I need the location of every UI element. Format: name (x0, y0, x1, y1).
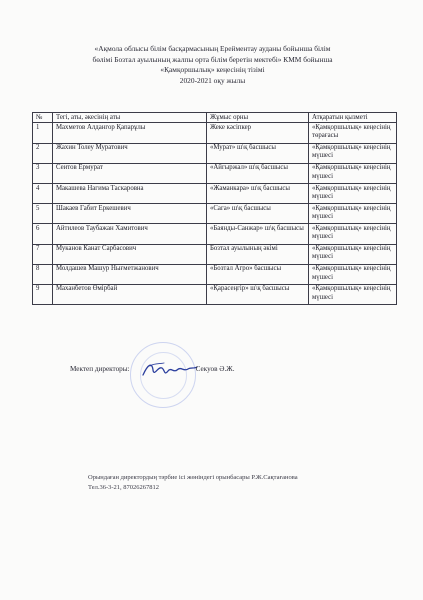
table-row (33, 244, 397, 264)
row-workplace: Бозтал ауылының әкімі (207, 244, 309, 264)
row-number: 5 (33, 204, 53, 224)
table-row (33, 143, 397, 163)
table-row (33, 224, 397, 244)
heading-line-1: «Ақмола облысы білім басқармасының Ерейментау ауданы бойынша білім (94, 44, 331, 53)
row-position: «Қамқоршылық» кеңесінің мүшесі (309, 163, 397, 183)
table-row (33, 264, 397, 284)
table-row (33, 204, 397, 224)
header-number: № (33, 113, 53, 123)
document-footer (88, 473, 298, 493)
row-position: «Қамқоршылық» кеңесінің мүшесі (309, 284, 397, 304)
row-position: «Қамқоршылық» кеңесінің мүшесі (309, 264, 397, 284)
row-number: 4 (33, 183, 53, 203)
table-header-row (33, 113, 397, 123)
members-table (32, 112, 397, 305)
row-name: Молдашев Машур Нығметжанович (53, 264, 207, 284)
row-name: Сеитов Ермурат (53, 163, 207, 183)
table-row (33, 183, 397, 203)
row-position: «Қамқоршылық» кеңесінің төрағасы (309, 123, 397, 143)
row-position: «Қамқоршылық» кеңесінің мүшесі (309, 204, 397, 224)
row-number: 7 (33, 244, 53, 264)
row-workplace: Жеке кәсіпкер (207, 123, 309, 143)
heading-line-4: 2020-2021 оқу жылы (179, 75, 246, 85)
director-name: Секуов Ә.Ж. (195, 365, 235, 373)
document-heading (40, 44, 385, 86)
row-name: Муканов Канат Сарбасович (53, 244, 207, 264)
row-position: «Қамқоршылық» кеңесінің мүшесі (309, 244, 397, 264)
table-row (33, 284, 397, 304)
row-number: 8 (33, 264, 53, 284)
row-name: Жахин Толеу Муратович (53, 143, 207, 163)
header-workplace: Жұмыс орны (207, 113, 309, 123)
table-row (33, 123, 397, 143)
row-number: 3 (33, 163, 53, 183)
row-name: Айтилеов Таубажан Хамитович (53, 224, 207, 244)
row-number: 2 (33, 143, 53, 163)
table-row (33, 163, 397, 183)
row-workplace: «Мурат» ш\қ басшысы (207, 143, 309, 163)
footer-phone: Тел.36-3-21, 87026267812 (88, 484, 160, 491)
footer-executor: Орындаған директордың тәрбие ісі жөніндегі орынбасары Р.Ж.Сақтағанова (88, 474, 298, 481)
director-label: Мектеп директоры: (70, 365, 130, 373)
row-workplace: «Жаманкара» ш\қ басшысы (207, 183, 309, 203)
row-workplace: «Айгыржал» ш\қ басшысы (207, 163, 309, 183)
row-name: Махметов Алдангор Қапарұлы (53, 123, 207, 143)
row-number: 6 (33, 224, 53, 244)
row-workplace: «Сага» ш\қ басшысы (207, 204, 309, 224)
row-position: «Қамқоршылық» кеңесінің мүшесі (309, 183, 397, 203)
row-workplace: «Бозтал Агро» басшысы (207, 264, 309, 284)
row-name: Макашева Нагима Таскаровна (53, 183, 207, 203)
header-position: Атқаратын қызметі (309, 113, 397, 123)
row-position: «Қамқоршылық» кеңесінің мүшесі (309, 224, 397, 244)
row-number: 1 (33, 123, 53, 143)
row-name: Шакаев Габит Еркешевич (53, 204, 207, 224)
row-position: «Қамқоршылық» кеңесінің мүшесі (309, 143, 397, 163)
row-workplace: «Баянды-Санжар» ш\қ басшысы (207, 224, 309, 244)
row-name: Маханбетов Өмірбай (53, 284, 207, 304)
director-signature-line (70, 365, 235, 373)
heading-line-2: бөлімі Бозтал ауылының жалпы орта білім беретін мектебі» КММ бойынша (92, 54, 333, 64)
row-workplace: «Қарасеңгір» ш\қ басшысы (207, 284, 309, 304)
row-number: 9 (33, 284, 53, 304)
heading-line-3: «Қамқоршылық» кеңесінің тізімі (160, 65, 265, 75)
header-full-name: Тегі, аты, әкесінің аты (53, 113, 207, 123)
